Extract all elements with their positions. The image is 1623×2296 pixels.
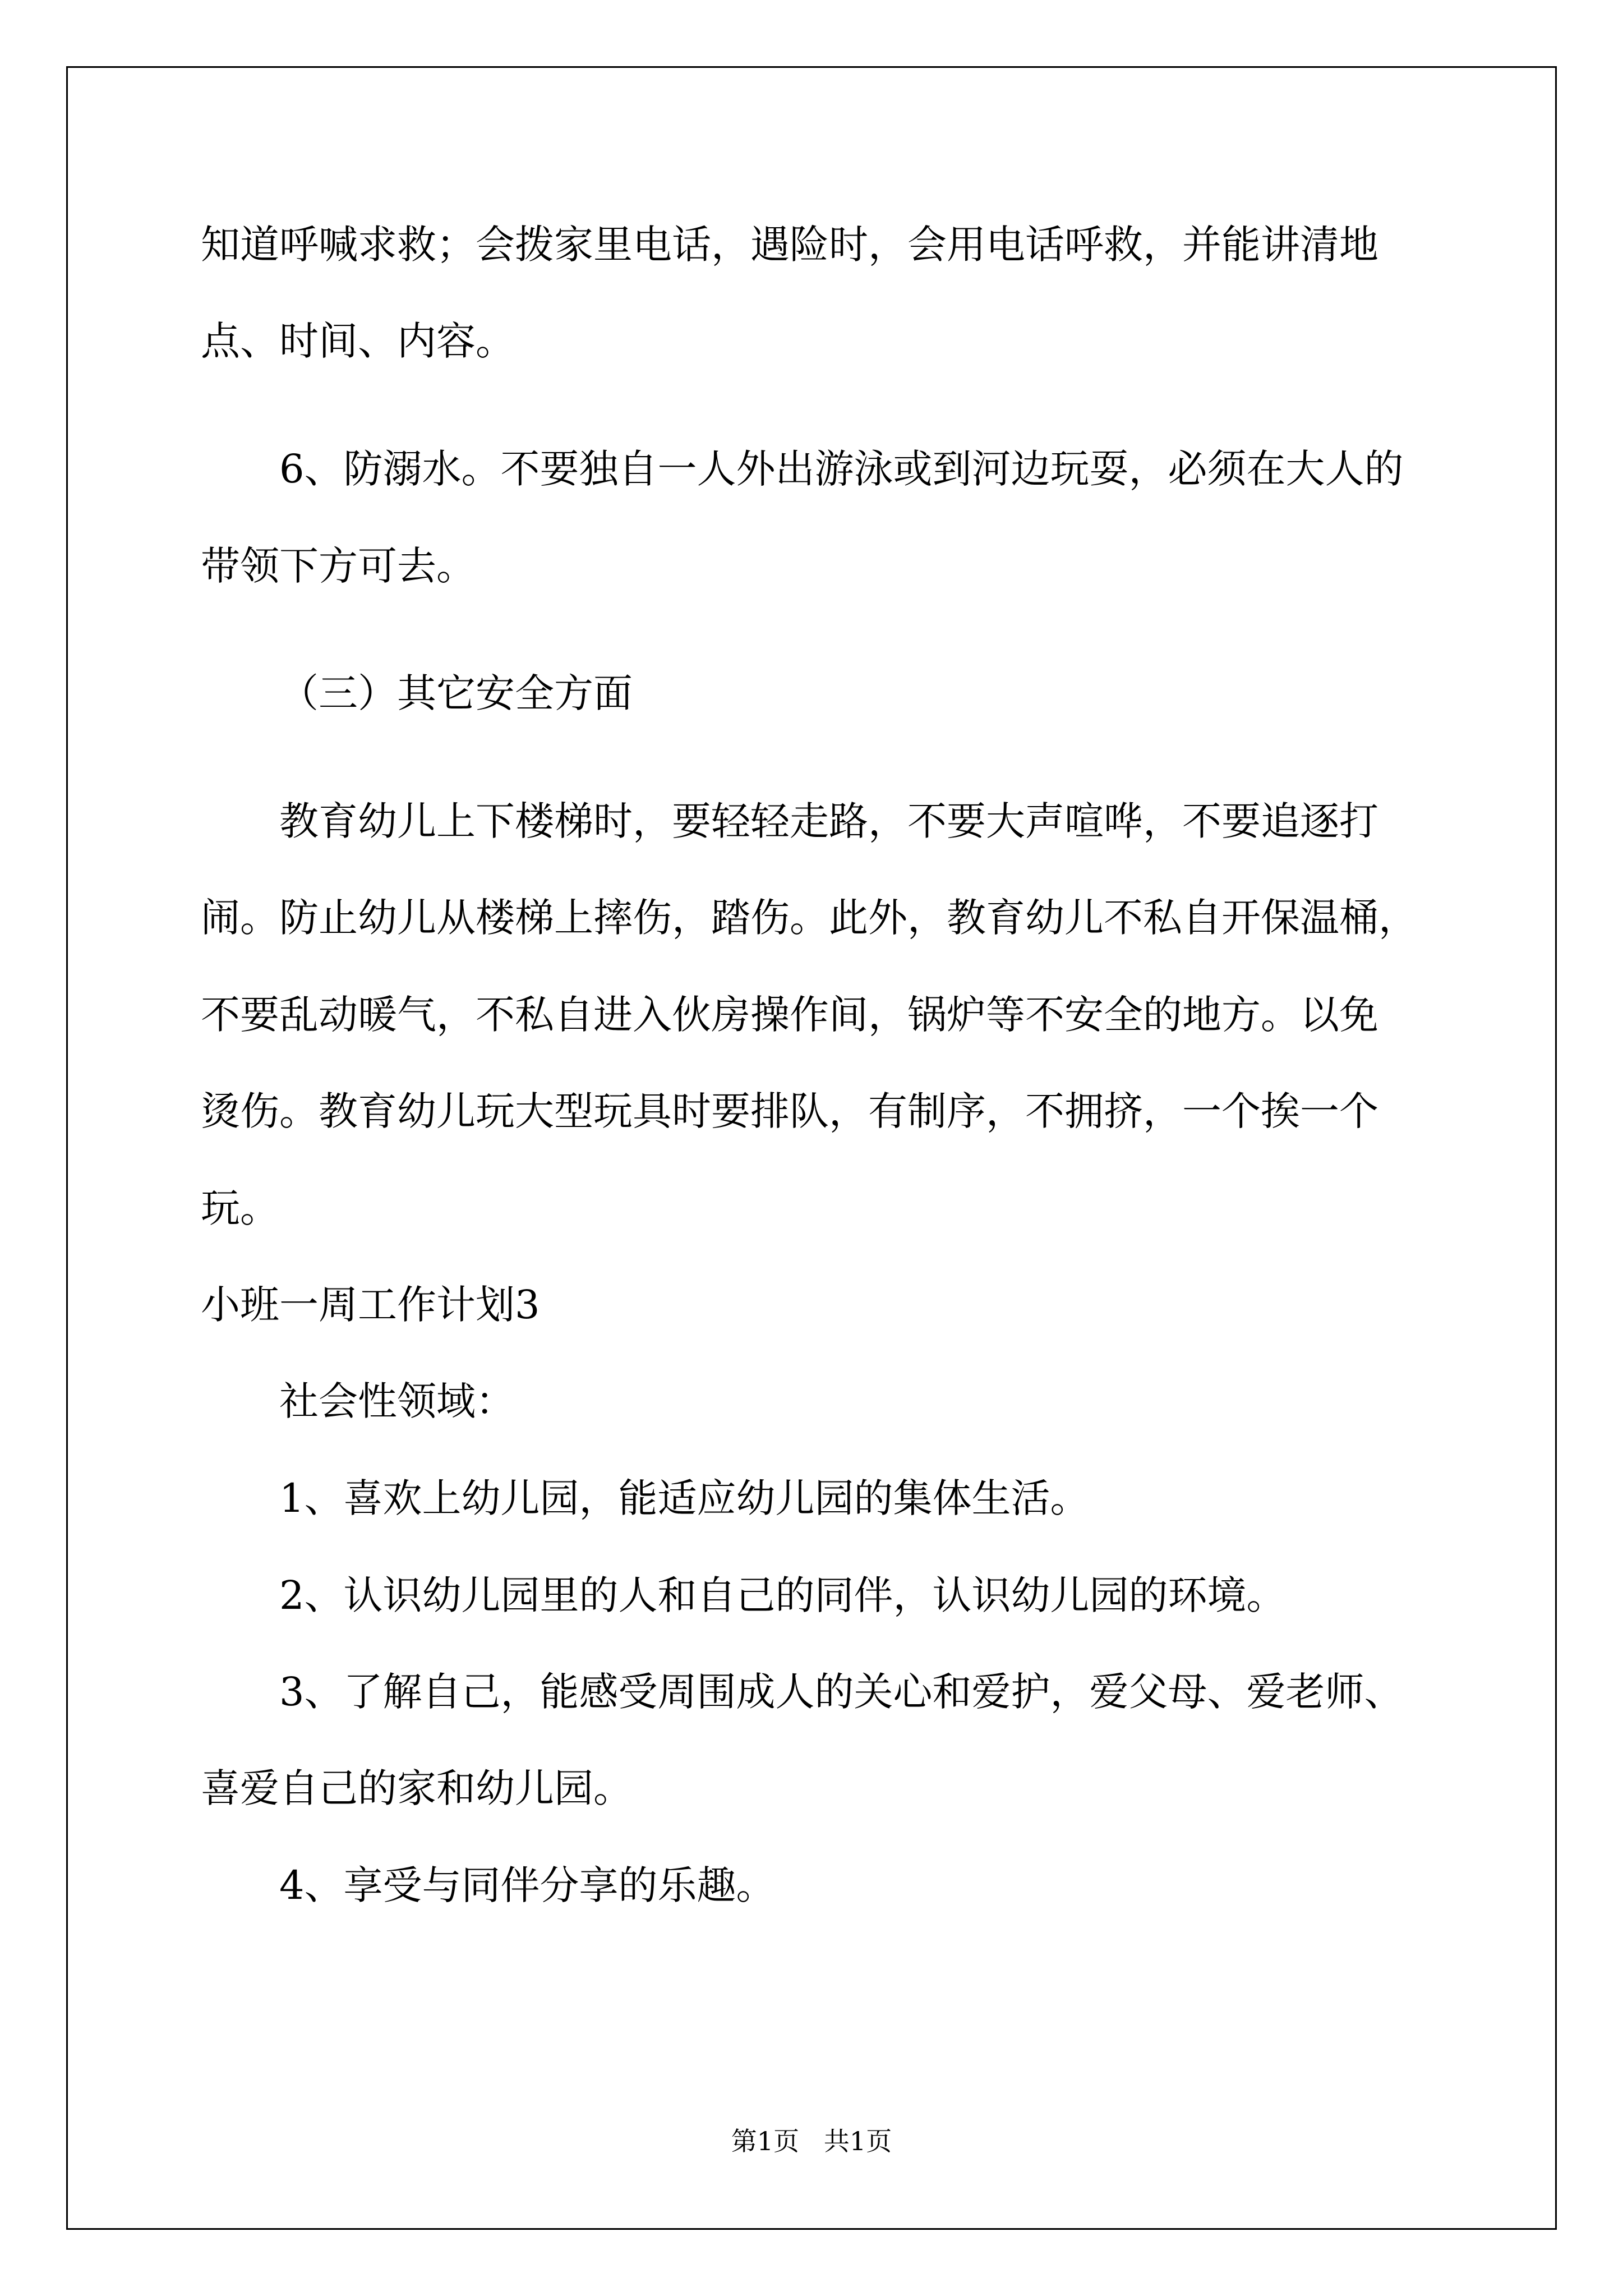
text-line: 4、享受与同伴分享的乐趣。 <box>279 1862 776 1908</box>
section-heading: （三）其它安全方面 <box>279 670 633 716</box>
text-line: 教育幼儿上下楼梯时，要轻轻走路，不要大声喧哗，不要追逐打 <box>279 798 1378 844</box>
text-line: 点、时间、内容。 <box>201 318 515 364</box>
text-line: 带领下方可去。 <box>201 543 476 589</box>
text-line: 6、防溺水。不要独自一人外出游泳或到河边玩耍，必须在大人的 <box>279 446 1404 492</box>
text-line: 2、认识幼儿园里的人和自己的同伴，认识幼儿园的环境。 <box>279 1572 1286 1618</box>
text-line: 玩。 <box>201 1185 279 1231</box>
document-subtitle: 小班一周工作计划3 <box>201 1282 540 1328</box>
text-line: 1、喜欢上幼儿园，能适应幼儿园的集体生活。 <box>279 1475 1090 1521</box>
text-line: 社会性领域： <box>279 1378 515 1424</box>
text-line: 不要乱动暖气，不私自进入伙房操作间，锅炉等不安全的地方。以免 <box>201 992 1378 1038</box>
text-line: 闹。防止幼儿从楼梯上摔伤，踏伤。此外，教育幼儿不私自开保温桶， <box>201 895 1418 941</box>
text-line: 3、了解自己，能感受周围成人的关心和爱护，爱父母、爱老师、 <box>279 1669 1404 1715</box>
text-line: 喜爱自己的家和幼儿园。 <box>201 1765 633 1811</box>
text-line: 烫伤。教育幼儿玩大型玩具时要排队，有制序，不拥挤，一个挨一个 <box>201 1088 1378 1134</box>
text-line: 知道呼喊求救；会拨家里电话，遇险时，会用电话呼救，并能讲清地 <box>201 222 1378 268</box>
page-footer: 第1页 共1页 <box>731 2126 892 2156</box>
